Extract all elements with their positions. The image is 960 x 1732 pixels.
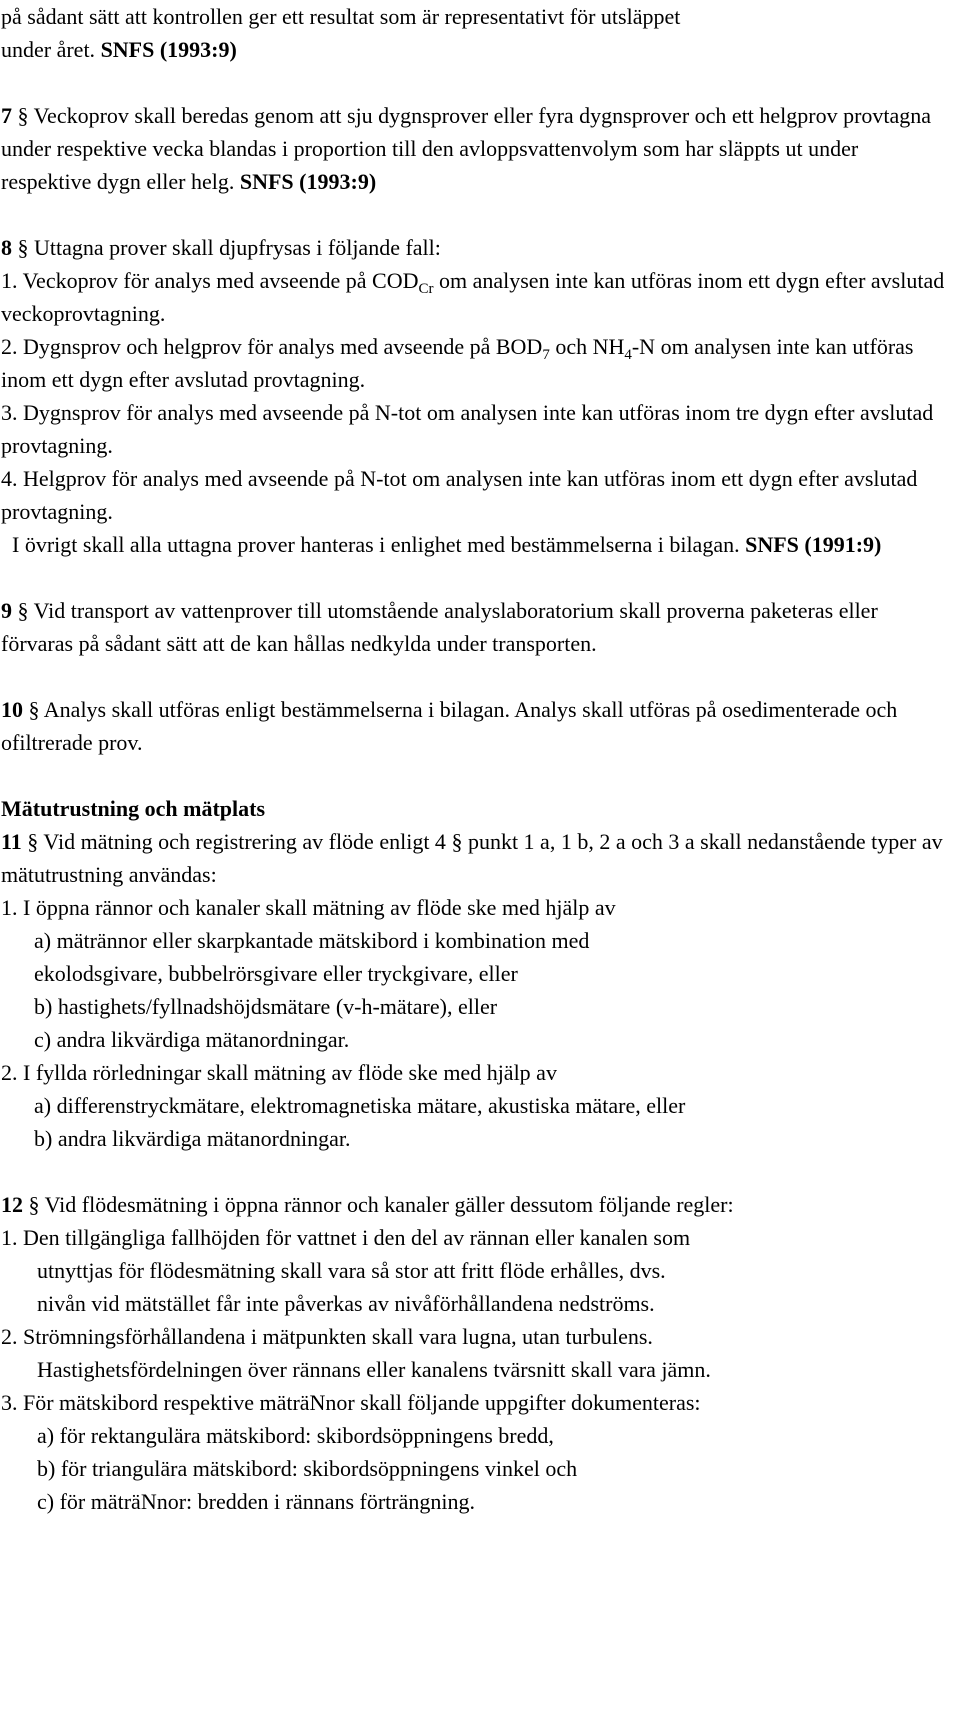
section-heading: Mätutrustning och mätplats: [1, 796, 266, 821]
paragraph-tail: [1, 528, 952, 561]
list-item: [1, 330, 952, 396]
list-item-text: 1. Veckoprov för analys med avseende på COD: [1, 268, 419, 293]
list-item: 1. Den tillgängliga fallhöjden för vattnet i den del av rännan eller kanalen som: [1, 1225, 691, 1250]
list-item-text: och NH: [549, 334, 625, 359]
section-sign-icon: §: [28, 697, 40, 722]
list-item: 2. I fyllda rörledningar skall mätning av flöde ske med hjälp av: [1, 1060, 557, 1085]
paragraph-text: Uttagna prover skall djupfrysas i följande fall:: [34, 235, 441, 260]
section-number: 9: [1, 598, 12, 623]
paragraph-8: [1, 231, 952, 264]
paragraph-7: [1, 99, 952, 198]
list-item: 2. Strömningsförhållandena i mätpunkten skall vara lugna, utan turbulens.: [1, 1324, 653, 1349]
list-subitem: a) differenstryckmätare, elektromagnetiska mätare, akustiska mätare, eller: [34, 1093, 686, 1118]
section-sign-icon: §: [17, 103, 29, 128]
list-subitem: c) andra likvärdiga mätanordningar.: [34, 1027, 350, 1052]
paragraph-12: [1, 1188, 952, 1221]
paragraph-text: Vid transport av vattenprover till utomstående analyslaboratorium skall proverna paketeras eller förvaras på sådant sätt att de kan hållas nedkylda under transporten.: [1, 598, 878, 656]
list-subitem: b) för triangulära mätskibord: skibordsöppningens vinkel och: [37, 1456, 578, 1481]
paragraph-text: punkt 1 a, 1 b, 2 a och 3 a skall nedanstående typer av mätutrustning användas:: [1, 829, 943, 887]
section-number: 11: [1, 829, 22, 854]
paragraph-10: [1, 693, 952, 759]
subscript: 7: [542, 347, 550, 363]
paragraph-9: [1, 594, 952, 660]
reference-snfs: SNFS (1993:9): [239, 169, 377, 194]
intro-line-2: under året.: [1, 37, 101, 62]
list-item: [1, 264, 952, 330]
paragraph-text: Vid flödesmätning i öppna rännor och kanaler gäller dessutom följande regler:: [44, 1192, 734, 1217]
section-number: 8: [1, 235, 12, 260]
list-subitem: b) andra likvärdiga mätanordningar.: [34, 1126, 351, 1151]
list-item-text: 2. Dygnsprov och helgprov för analys med avseende på BOD: [1, 334, 543, 359]
list-subitem: ekolodsgivare, bubbelrörsgivare eller tryckgivare, eller: [34, 961, 518, 986]
list-item: 1. I öppna rännor och kanaler skall mätning av flöde ske med hjälp av: [1, 895, 616, 920]
subscript: 4: [624, 347, 632, 363]
reference-snfs: SNFS (1993:9): [100, 37, 237, 62]
list-subitem: c) för mäträNnor: bredden i rännans förträngning.: [37, 1489, 476, 1514]
reference-snfs: SNFS (1991:9): [745, 532, 882, 557]
subscript: Cr: [418, 281, 434, 297]
section-sign-icon: §: [451, 829, 463, 854]
paragraph-text: I övrigt skall alla uttagna prover hanteras i enlighet med bestämmelserna i bilagan.: [12, 532, 740, 557]
section-number: 12: [1, 1192, 23, 1217]
section-sign-icon: §: [17, 598, 29, 623]
section-sign-icon: §: [17, 235, 29, 260]
list-continuation: utnyttjas för flödesmätning skall vara så stor att fritt flöde erhålles, dvs.: [37, 1258, 666, 1283]
list-subitem: a) för rektangulära mätskibord: skibordsöppningens bredd,: [37, 1423, 554, 1448]
list-item-text: om analysen inte kan utföras inom ett dygn efter avslutad veckoprovtagning.: [1, 268, 945, 326]
list-subitem: b) hastighets/fyllnadshöjdsmätare (v-h-mätare), eller: [34, 994, 498, 1019]
list-subitem: a) mätrännor eller skarpkantade mätskibord i kombination med: [34, 928, 590, 953]
list-continuation: nivån vid mätstället får inte påverkas av nivåförhållandena nedströms.: [37, 1291, 655, 1316]
paragraph-11: [1, 825, 952, 891]
paragraph-text: Analys skall utföras enligt bestämmelserna i bilagan. Analys skall utföras på osedimenterade och ofiltrerade prov.: [1, 697, 898, 755]
section-number: 10: [1, 697, 23, 722]
list-item-text: -N om analysen inte kan utföras inom ett dygn efter avslutad provtagning.: [1, 334, 914, 392]
list-continuation: Hastighetsfördelningen över rännans eller kanalens tvärsnitt skall vara jämn.: [37, 1357, 711, 1382]
paragraph-text: Vid mätning och registrering av flöde enligt 4: [43, 829, 446, 854]
list-item: 4. Helgprov för analys med avseende på N-tot om analysen inte kan utföras inom ett dygn efter avslutad provtagning.: [1, 466, 918, 524]
paragraph-intro: [1, 0, 952, 66]
section-number: 7: [1, 103, 12, 128]
paragraph-text: Veckoprov skall beredas genom att sju dygnsprover eller fyra dygnsprover och ett helgprov provtagna under respektive vecka blandas i proportion till den avloppsvattenvolym som har släppts ut under respektive dygn eller helg.: [1, 103, 932, 194]
section-sign-icon: §: [28, 1192, 40, 1217]
list-item: 3. Dygnsprov för analys med avseende på N-tot om analysen inte kan utföras inom tre dygn efter avslutad provtagning.: [1, 400, 934, 458]
intro-line-1: på sådant sätt att kontrollen ger ett resultat som är representativt för utsläppet: [1, 4, 681, 29]
section-sign-icon: §: [27, 829, 39, 854]
list-item: 3. För mätskibord respektive mäträNnor skall följande uppgifter dokumenteras:: [1, 1390, 701, 1415]
